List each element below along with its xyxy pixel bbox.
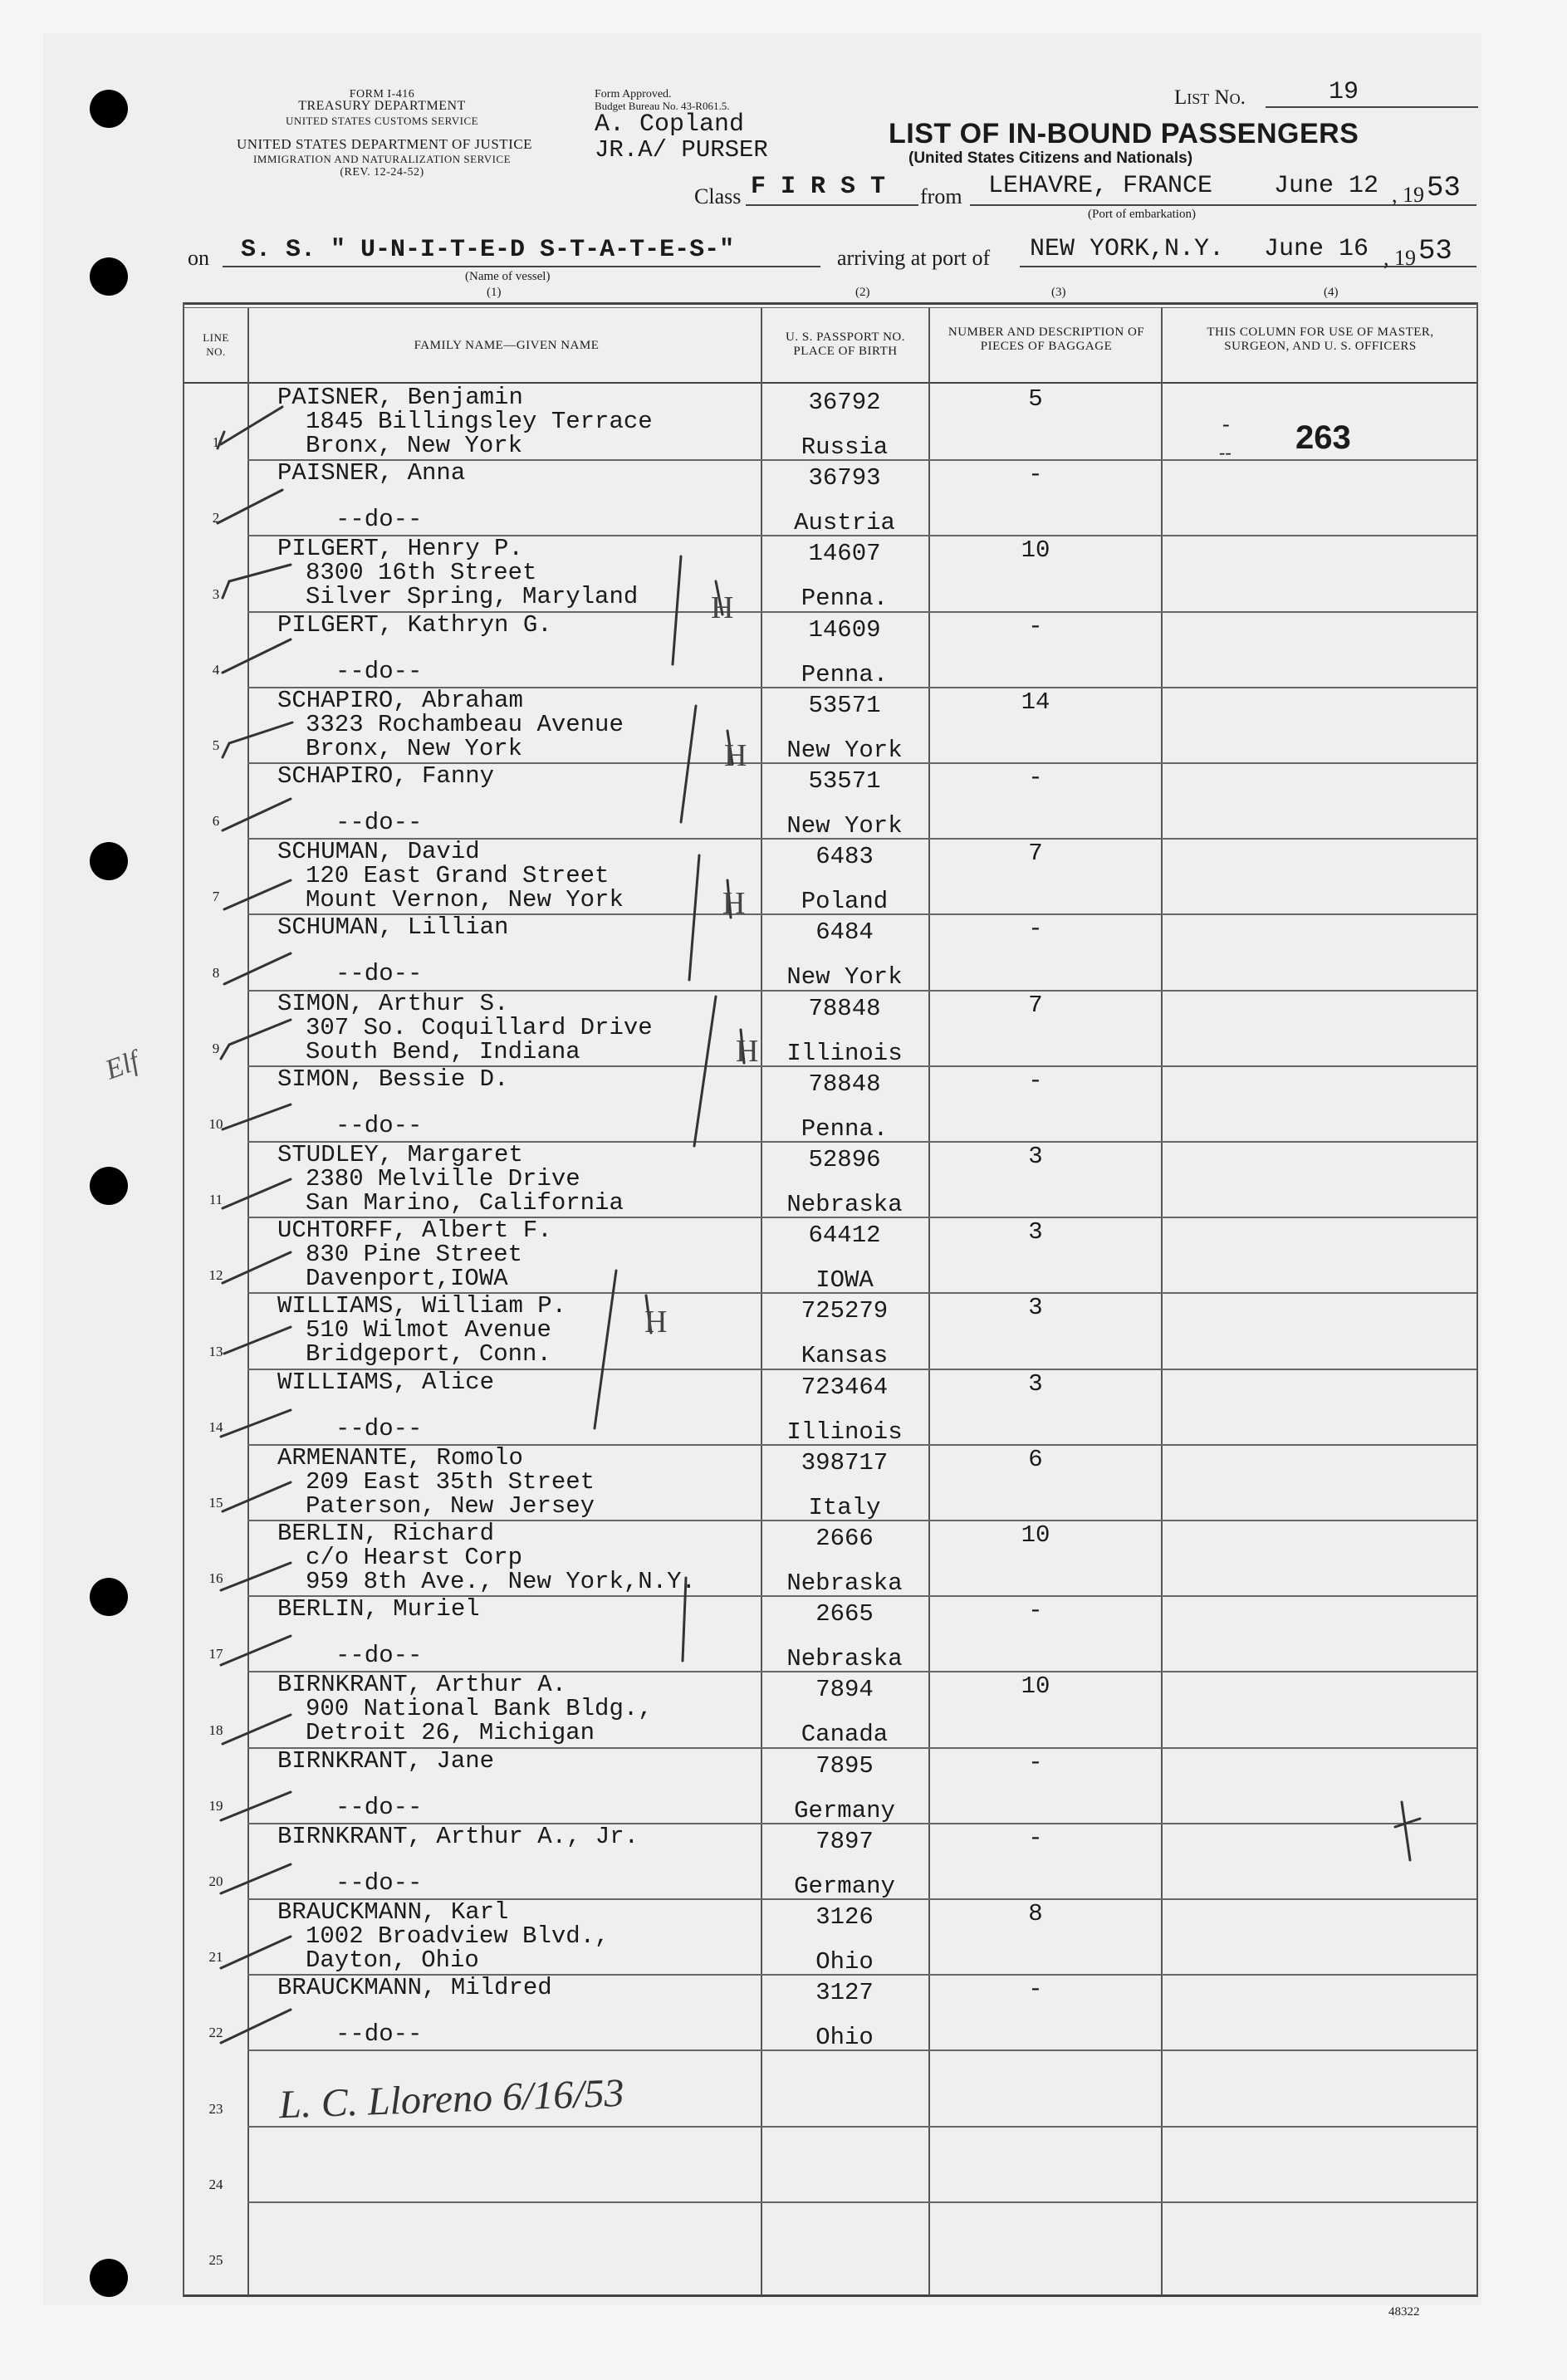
passport-number: 7895 <box>815 1752 874 1780</box>
line-number: 2 <box>212 510 220 526</box>
address-line-2: --do-- <box>335 1112 423 1139</box>
passport-number: 14609 <box>808 616 881 644</box>
from-label: from <box>920 184 962 208</box>
line-number: 20 <box>208 1873 223 1889</box>
passenger-name: STUDLEY, Margaret <box>277 1141 523 1168</box>
place-of-birth: Ohio <box>815 2024 874 2051</box>
address-line-1: 8300 16th Street <box>306 559 537 586</box>
arrival-year: 53 <box>1418 236 1452 267</box>
row-rule <box>247 2126 1476 2128</box>
passport-number: 53571 <box>808 767 881 795</box>
address-line-1: 1002 Broadview Blvd., <box>306 1922 610 1950</box>
form-approved: Form Approved. <box>595 88 672 100</box>
vessel-caption: (Name of vessel) <box>465 270 551 283</box>
baggage-count: 7 <box>1028 840 1043 867</box>
punch-hole <box>90 1578 128 1616</box>
col-num-1: (1) <box>487 286 502 299</box>
address-line-1: 3323 Rochambeau Avenue <box>306 711 624 738</box>
passenger-name: BERLIN, Richard <box>277 1520 495 1547</box>
passport-number: 2666 <box>815 1525 874 1552</box>
arrival-port: NEW YORK,N.Y. <box>1030 235 1225 263</box>
passenger-name: SIMON, Arthur S. <box>277 990 509 1017</box>
passport-number: 2665 <box>815 1600 874 1628</box>
col-line-no: LINE NO. <box>203 331 229 358</box>
address-line-2: Bronx, New York <box>306 432 523 459</box>
punch-hole <box>90 2259 128 2297</box>
passport-number: 36793 <box>808 464 881 492</box>
passport-number: 36792 <box>808 389 881 416</box>
line-number: 17 <box>208 1646 223 1662</box>
line-number: 7 <box>212 889 220 904</box>
address-line-2: South Bend, Indiana <box>306 1038 580 1065</box>
embark-year: 53 <box>1427 173 1461 204</box>
passenger-name: SCHAPIRO, Fanny <box>277 762 495 790</box>
class-underline <box>746 204 918 206</box>
line-number: 9 <box>212 1041 220 1056</box>
passport-number: 6483 <box>815 843 874 870</box>
address-line-1: 510 Wilmot Avenue <box>306 1316 551 1344</box>
baggage-count: 3 <box>1028 1370 1043 1398</box>
col-num-3: (3) <box>1051 286 1066 299</box>
line-no-divider <box>247 307 249 2295</box>
place-of-birth: Russia <box>801 433 889 461</box>
line-number: 19 <box>208 1798 223 1814</box>
arrival-date: June 16 <box>1264 235 1369 263</box>
address-line-1: c/o Hearst Corp <box>306 1544 523 1571</box>
baggage-count: - <box>1028 915 1043 943</box>
passenger-name: SCHUMAN, Lillian <box>277 913 509 941</box>
place-of-birth: Penna. <box>801 585 889 612</box>
passenger-name: PILGERT, Henry P. <box>277 535 523 562</box>
address-line-1: 209 East 35th Street <box>306 1468 595 1496</box>
passport-number: 53571 <box>808 692 881 719</box>
place-of-birth: Illinois <box>786 1040 903 1067</box>
officers-divider <box>1161 307 1163 2295</box>
list-number: 19 <box>1329 78 1359 106</box>
list-title: LIST OF IN-BOUND PASSENGERS <box>889 118 1359 149</box>
address-line-1: 120 East Grand Street <box>306 862 610 889</box>
place-of-birth: Germany <box>794 1873 895 1900</box>
passenger-name: SIMON, Bessie D. <box>277 1065 509 1093</box>
line-number: 22 <box>208 2025 223 2040</box>
customs-label: UNITED STATES CUSTOMS SERVICE <box>285 115 479 127</box>
address-line-1: 307 So. Coquillard Drive <box>306 1014 653 1041</box>
form-number: FORM I-416 <box>349 88 415 100</box>
passenger-name: BRAUCKMANN, Mildred <box>277 1974 552 2001</box>
place-of-birth: IOWA <box>815 1266 874 1294</box>
svg-text:H: H <box>736 1034 759 1069</box>
col-num-4: (4) <box>1324 286 1339 299</box>
port-embark-caption: (Port of embarkation) <box>1088 208 1196 221</box>
address-line-2: Paterson, New Jersey <box>306 1492 595 1520</box>
passport-number: 723464 <box>801 1374 889 1401</box>
table-top-rule <box>183 302 1478 305</box>
address-line-2: Bronx, New York <box>306 735 523 762</box>
baggage-count: 3 <box>1028 1143 1043 1170</box>
arrival-year-prefix: , 19 <box>1383 246 1416 270</box>
baggage-count: - <box>1028 461 1043 488</box>
passport-number: 3127 <box>815 1979 874 2006</box>
baggage-count: 3 <box>1028 1294 1043 1321</box>
justice-label: UNITED STATES DEPARTMENT OF JUSTICE <box>236 136 533 152</box>
baggage-count: 10 <box>1021 536 1050 564</box>
passport-number: 64412 <box>808 1222 881 1249</box>
officer-count: 263 <box>1295 419 1351 456</box>
passenger-name: WILLIAMS, William P. <box>277 1292 567 1320</box>
form-code: 48322 <box>1388 2305 1420 2319</box>
on-label: on <box>188 246 209 270</box>
col-passport: U. S. PASSPORT NO. PLACE OF BIRTH <box>786 331 905 358</box>
address-line-2: --do-- <box>335 809 423 836</box>
immigration-label: IMMIGRATION AND NATURALIZATION SERVICE <box>252 153 512 165</box>
place-of-birth: Austria <box>794 509 895 536</box>
table-right-border <box>1476 302 1478 2295</box>
line-number: 23 <box>208 2101 223 2117</box>
embark-date: June 12 <box>1274 172 1379 200</box>
arriving-label: arriving at port of <box>837 246 991 270</box>
baggage-count: 3 <box>1028 1218 1043 1246</box>
line-number: 14 <box>208 1419 223 1435</box>
line-number: 8 <box>212 965 220 981</box>
line-number: 4 <box>212 662 220 678</box>
place-of-birth: Nebraska <box>786 1645 903 1672</box>
revision-label: (REV. 12-24-52) <box>340 166 424 179</box>
list-subtitle: (United States Citizens and Nationals) <box>908 149 1193 167</box>
line-number: 16 <box>208 1570 223 1586</box>
place-of-birth: New York <box>786 963 903 991</box>
col-name: FAMILY NAME—GIVEN NAME <box>414 339 600 352</box>
line-number: 10 <box>208 1116 223 1132</box>
officer-signature: L. C. Lloreno 6/16/53 <box>278 2070 625 2128</box>
line-number: 5 <box>212 737 220 753</box>
passenger-name: SCHAPIRO, Abraham <box>277 687 523 714</box>
line-number: 18 <box>208 1722 223 1738</box>
row-rule <box>247 2201 1476 2203</box>
line-number: 6 <box>212 813 220 829</box>
address-line-2: Bridgeport, Conn. <box>306 1340 551 1368</box>
baggage-count: - <box>1028 613 1043 640</box>
svg-text:H: H <box>722 886 746 921</box>
svg-text:H: H <box>644 1305 668 1339</box>
line-number: 21 <box>208 1949 223 1965</box>
punch-hole <box>90 842 128 880</box>
baggage-count: 7 <box>1028 992 1043 1019</box>
budget-bureau: Budget Bureau No. 43-R061.5. <box>595 100 730 112</box>
place-of-birth: Illinois <box>786 1418 903 1446</box>
line-number: 12 <box>208 1267 223 1283</box>
baggage-count: - <box>1028 1976 1043 2003</box>
table-bottom-rule <box>183 2294 1478 2297</box>
line-number: 11 <box>208 1192 223 1207</box>
passenger-name: BIRNKRANT, Jane <box>277 1747 495 1775</box>
svg-text:H: H <box>724 738 747 773</box>
place-of-birth: Italy <box>808 1494 881 1521</box>
svg-text:Elf: Elf <box>101 1046 144 1086</box>
passenger-name: BRAUCKMANN, Karl <box>277 1898 509 1926</box>
address-line-2: Davenport,IOWA <box>306 1265 508 1292</box>
passport-number: 78848 <box>808 995 881 1022</box>
place-of-birth: New York <box>786 812 903 840</box>
place-of-birth: Nebraska <box>786 1570 903 1597</box>
list-no-label: List No. <box>1174 86 1246 109</box>
vessel-underline <box>223 266 820 267</box>
place-of-birth: New York <box>786 737 903 764</box>
embark-port: LEHAVRE, FRANCE <box>988 172 1213 200</box>
line-number: 25 <box>208 2252 223 2268</box>
col-num-2: (2) <box>855 286 870 299</box>
address-line-2: --do-- <box>335 506 423 533</box>
address-line-1: 2380 Melville Drive <box>306 1165 580 1192</box>
col-officers: THIS COLUMN FOR USE OF MASTER, SURGEON, AND U. S. OFFICERS <box>1207 326 1434 353</box>
punch-hole <box>90 1167 128 1205</box>
place-of-birth: Penna. <box>801 1115 889 1143</box>
vessel-name: S. S. " U-N-I-T-E-D S-T-A-T-E-S-" <box>241 236 735 264</box>
place-of-birth: Canada <box>801 1721 889 1748</box>
address-line-2: San Marino, California <box>306 1189 624 1217</box>
address-line-2: Mount Vernon, New York <box>306 886 624 913</box>
class-label: Class <box>694 184 742 208</box>
passport-number: 52896 <box>808 1146 881 1173</box>
place-of-birth: Kansas <box>801 1342 889 1369</box>
address-line-2: Dayton, Ohio <box>306 1947 479 1974</box>
officer-dash: -- <box>1219 442 1232 463</box>
officer-dash: - <box>1222 412 1230 436</box>
baggage-count: - <box>1028 1067 1043 1095</box>
address-line-1: 900 National Bank Bldg., <box>306 1695 653 1722</box>
line-number: 24 <box>208 2177 223 2192</box>
svg-text:H: H <box>711 590 734 625</box>
passport-number: 725279 <box>801 1297 889 1325</box>
passport-number: 78848 <box>808 1070 881 1098</box>
passport-number: 6484 <box>815 918 874 946</box>
address-line-2: --do-- <box>335 1642 423 1669</box>
address-line-2: --do-- <box>335 658 423 685</box>
address-line-2: --do-- <box>335 1415 423 1442</box>
address-line-2: 959 8th Ave., New York,N.Y. <box>306 1568 696 1595</box>
passenger-name: PAISNER, Anna <box>277 459 466 487</box>
place-of-birth: Ohio <box>815 1948 874 1976</box>
passport-number: 7894 <box>815 1676 874 1703</box>
address-line-2: --do-- <box>335 2020 423 2048</box>
baggage-count: - <box>1028 1597 1043 1624</box>
punch-hole <box>90 90 128 128</box>
address-line-2: Detroit 26, Michigan <box>306 1719 595 1746</box>
list-no-underline <box>1266 106 1478 108</box>
baggage-count: 5 <box>1028 385 1043 413</box>
passenger-name: SCHUMAN, David <box>277 838 480 865</box>
address-line-1: 830 Pine Street <box>306 1241 523 1268</box>
purser-title: JR.A/ PURSER <box>595 136 768 164</box>
purser-name: A. Copland <box>595 110 745 139</box>
baggage-count: - <box>1028 764 1043 791</box>
address-line-2: Silver Spring, Maryland <box>306 583 639 610</box>
passenger-name: PAISNER, Benjamin <box>277 384 523 411</box>
baggage-count: 14 <box>1021 688 1050 716</box>
passenger-name: PILGERT, Kathryn G. <box>277 611 552 639</box>
baggage-count: 10 <box>1021 1521 1050 1549</box>
passport-number: 3126 <box>815 1903 874 1931</box>
baggage-count: - <box>1028 1749 1043 1776</box>
treasury-label: TREASURY DEPARTMENT <box>298 99 466 113</box>
passenger-name: BIRNKRANT, Arthur A., Jr. <box>277 1823 639 1850</box>
table-left-border <box>183 302 184 2295</box>
passenger-name: WILLIAMS, Alice <box>277 1369 495 1396</box>
line-number: 3 <box>212 586 220 602</box>
passport-number: 398717 <box>801 1449 889 1476</box>
passenger-name: BERLIN, Muriel <box>277 1595 480 1623</box>
place-of-birth: Nebraska <box>786 1191 903 1218</box>
line-number: 15 <box>208 1495 223 1511</box>
address-line-2: --do-- <box>335 1794 423 1821</box>
passport-number: 14607 <box>808 540 881 567</box>
class-value: F I R S T <box>751 173 886 201</box>
line-number: 1 <box>212 434 220 450</box>
col-baggage: NUMBER AND DESCRIPTION OF PIECES OF BAGGAGE <box>948 326 1145 353</box>
place-of-birth: Penna. <box>801 661 889 688</box>
place-of-birth: Germany <box>794 1797 895 1824</box>
table-top-rule <box>183 307 1478 308</box>
baggage-count: - <box>1028 1824 1043 1852</box>
baggage-count: 10 <box>1021 1672 1050 1700</box>
place-of-birth: Poland <box>801 888 889 915</box>
punch-hole <box>90 257 128 296</box>
address-line-2: --do-- <box>335 960 423 987</box>
passport-number: 7897 <box>815 1828 874 1855</box>
passenger-name: BIRNKRANT, Arthur A. <box>277 1671 567 1698</box>
address-line-1: 1845 Billingsley Terrace <box>306 408 653 435</box>
embark-year-prefix: , 19 <box>1392 183 1424 207</box>
baggage-count: 6 <box>1028 1446 1043 1473</box>
passenger-name: ARMENANTE, Romolo <box>277 1444 523 1472</box>
baggage-count: 8 <box>1028 1900 1043 1927</box>
address-line-2: --do-- <box>335 1869 423 1897</box>
line-number: 13 <box>208 1344 223 1359</box>
passenger-name: UCHTORFF, Albert F. <box>277 1217 552 1244</box>
